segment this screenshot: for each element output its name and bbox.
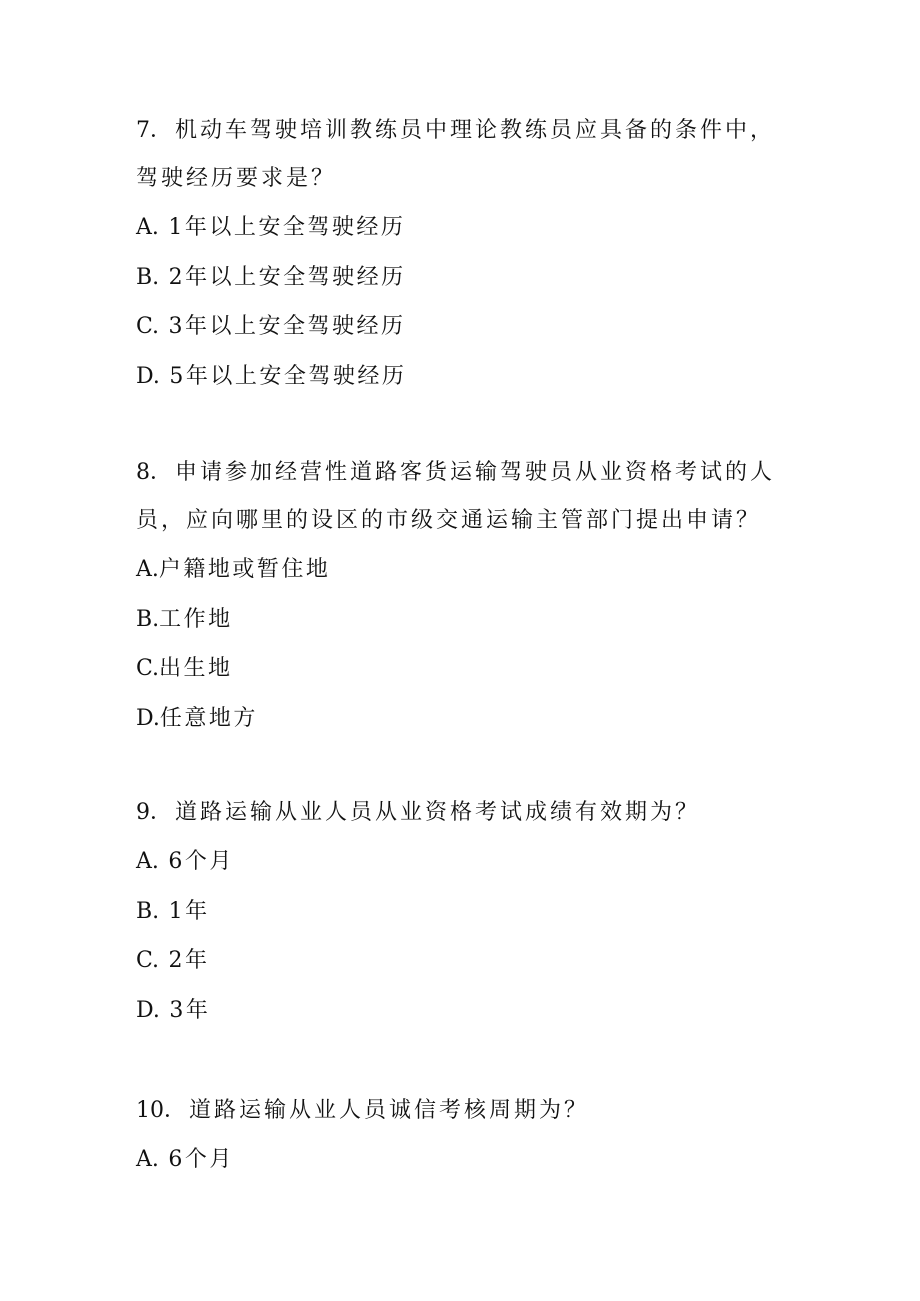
question-body: ．机动车驾驶培训教练员中理论教练员应具备的条件中，驾驶经历要求是？ [136,118,776,191]
question-number: 10 [136,1098,164,1123]
option-b: B. 2年以上安全驾驶经历 [136,264,406,290]
question-10 [136,1087,786,1185]
option-d: D. 3年 [136,997,211,1023]
question-number: 7 [136,118,150,143]
option-a: A. 6个月 [136,849,234,874]
question-text [136,789,786,837]
question-7 [136,107,786,401]
question-number: 9 [136,800,150,825]
option-d: D.任意地方 [136,705,258,731]
question-text [136,107,786,203]
option-c: C. 3年以上安全驾驶经历 [136,314,406,339]
option-c: C.出生地 [136,656,233,681]
question-text [136,449,786,545]
question-9 [136,789,786,1035]
question-body: ．道路运输从业人员从业资格考试成绩有效期为？ [150,800,701,825]
question-body: ．道路运输从业人员诚信考核周期为？ [164,1098,590,1123]
option-c: C. 2年 [136,948,210,973]
option-a: A.户籍地或暂住地 [136,557,331,582]
option-d: D. 5年以上安全驾驶经历 [136,363,407,389]
question-text [136,1087,786,1135]
question-8 [136,449,786,743]
option-a: A. 6个月 [136,1147,234,1172]
question-number: 8 [136,460,150,485]
option-a: A. 1年以上安全驾驶经历 [136,215,406,240]
option-b: B.工作地 [136,606,233,632]
question-body: ．申请参加经营性道路客货运输驾驶员从业资格考试的人员，应向哪里的设区的市级交通运输主管部门提出申请？ [136,460,776,533]
option-b: B. 1年 [136,898,210,924]
